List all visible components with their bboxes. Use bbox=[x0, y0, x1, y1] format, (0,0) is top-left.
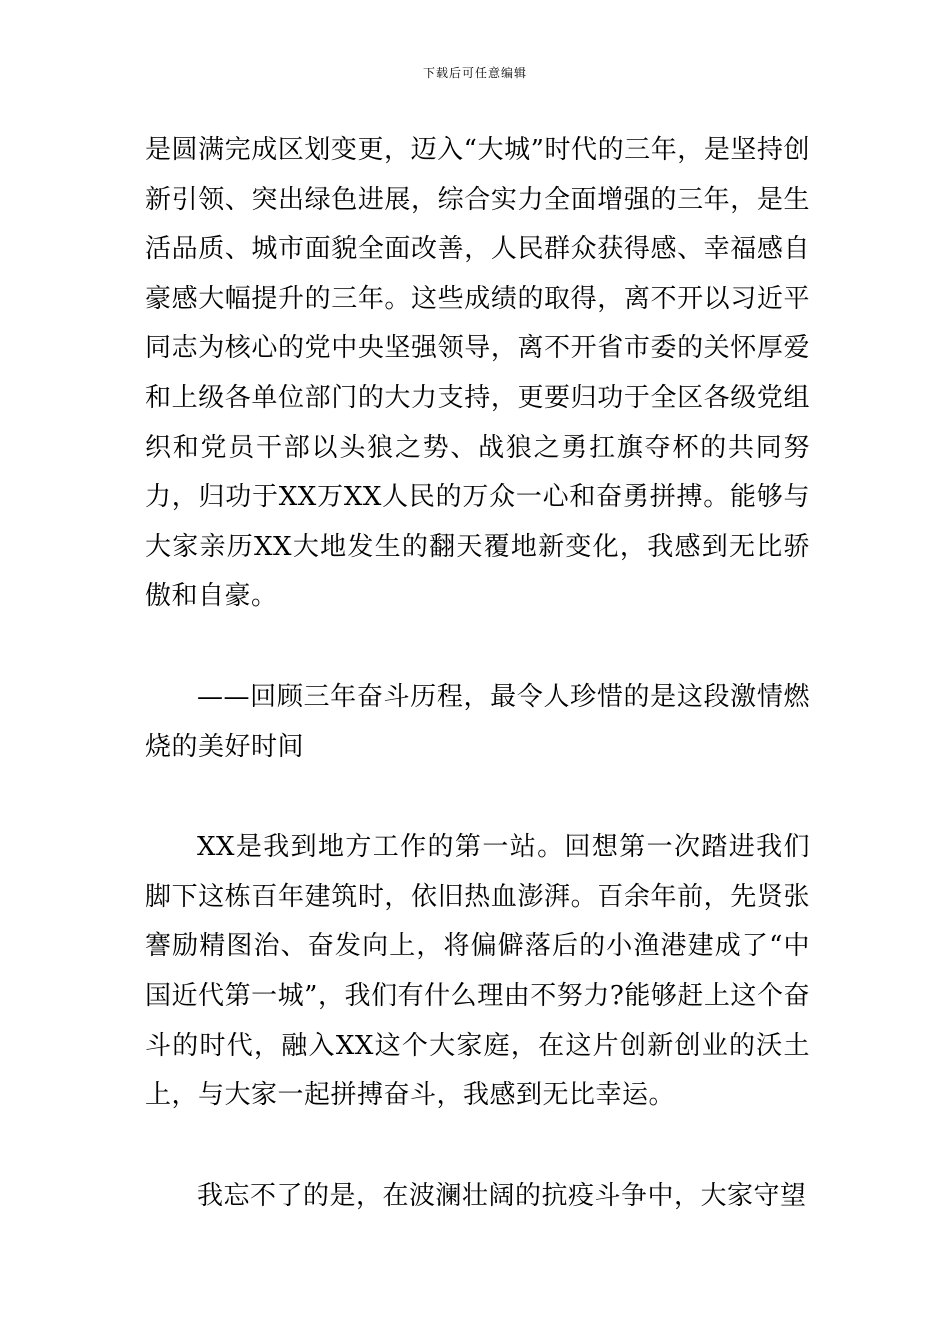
document-body bbox=[145, 126, 810, 1221]
paragraph-achievements: 是圆满完成区划变更，迈入“大城”时代的三年，是坚持创新引领、突出绿色进展，综合实力全面增强的三年，是生活品质、城市面貌全面改善，人民群众获得感、幸福感自豪感大幅提升的三年。这些成绩的取得，离不开以习近平同志为核心的党中央坚强领导，离不开省市委的关怀厚爱和上级各单位部门的大力支持，更要归功于全区各级党组织和党员干部以头狼之势、战狼之勇扛旗夺杯的共同努力，归功于XX万XX人民的万众一心和奋勇拼搏。能够与大家亲历XX大地发生的翻天覆地新变化，我感到无比骄傲和自豪。 bbox=[145, 135, 810, 612]
paragraph-pandemic: 我忘不了的是，在波澜壮阔的抗疫斗争中，大家守望 bbox=[197, 1180, 807, 1211]
paragraph-first-station: XX是我到地方工作的第一站。回想第一次踏进我们脚下这栋百年建筑时，依旧热血澎湃。百余年前，先贤张謇励精图治、奋发向上，将偏僻落后的小渔港建成了“中国近代第一城”，我们有什么理由不努力?能够赶上这个奋斗的时代，融入XX这个大家庭，在这片创新创业的沃土上，与大家一起拼搏奋斗，我感到无比幸运。 bbox=[145, 832, 810, 1111]
paragraph-section-heading: ——回顾三年奋斗历程，最令人珍惜的是这段激情燃烧的美好时间 bbox=[145, 681, 810, 762]
page-header-note: 下载后可任意编辑 bbox=[422, 66, 527, 80]
